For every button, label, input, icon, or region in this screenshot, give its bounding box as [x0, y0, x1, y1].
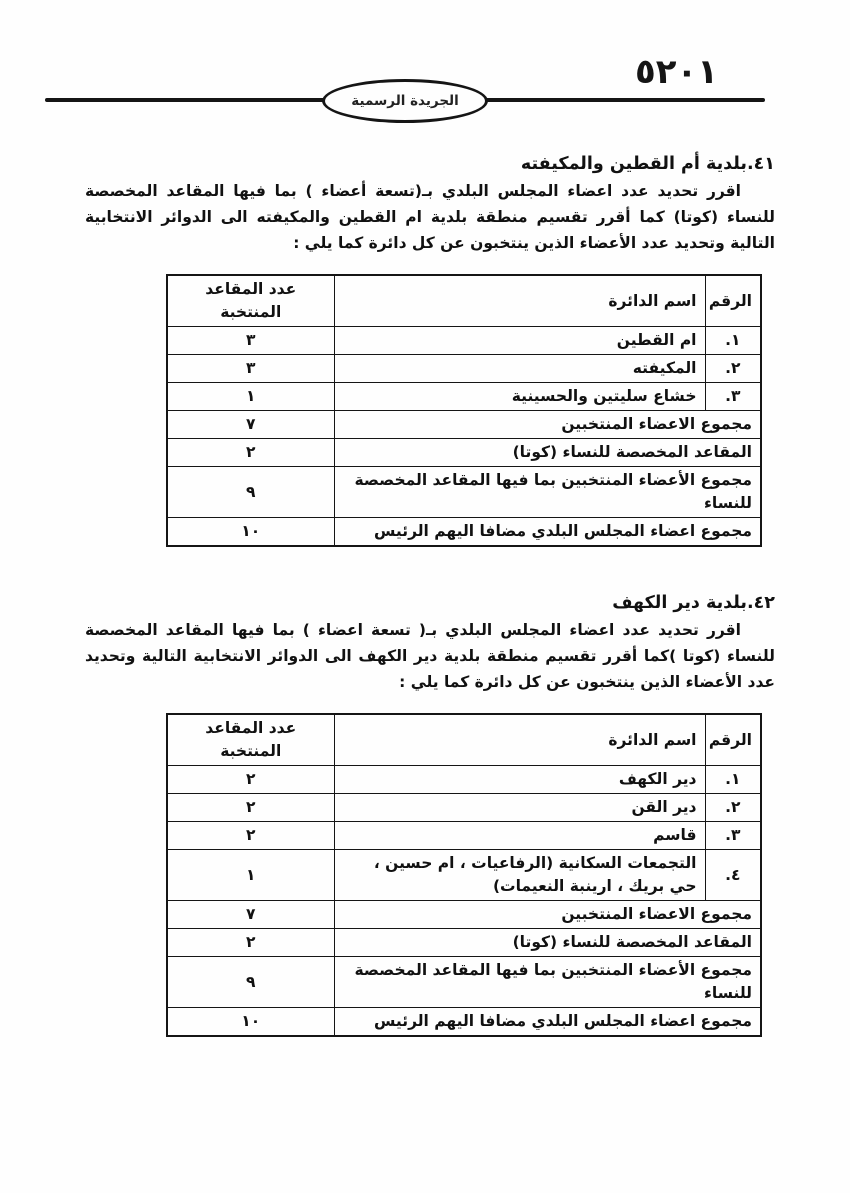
summary-row [167, 411, 761, 439]
section-41-districts-table [166, 274, 762, 547]
summary-label: مجموع الاعضاء المنتخبين [334, 411, 761, 439]
gazette-seal [322, 79, 488, 123]
column-header-seats: عدد المقاعد المنتخبة [167, 275, 334, 327]
seats-count: ٣ [167, 355, 334, 383]
summary-row [167, 1008, 761, 1037]
summary-value: ٧ [167, 901, 334, 929]
column-header-seats: عدد المقاعد المنتخبة [167, 714, 334, 766]
seats-count: ١ [167, 383, 334, 411]
row-number: ١. [705, 327, 761, 355]
column-header-district: اسم الدائرة [334, 275, 705, 327]
summary-label: مجموع الاعضاء المنتخبين [334, 901, 761, 929]
district-name: ام القطين [334, 327, 705, 355]
seats-count: ١ [167, 850, 334, 901]
summary-row [167, 929, 761, 957]
seats-count: ٢ [167, 794, 334, 822]
summary-value: ٢ [167, 929, 334, 957]
summary-label: المقاعد المخصصة للنساء (كوتا) [334, 929, 761, 957]
summary-value: ١٠ [167, 518, 334, 547]
row-number: ٢. [705, 355, 761, 383]
section-42-title: ٤٢.بلدية دير الكهف [612, 593, 775, 613]
table-header-row [167, 275, 761, 327]
summary-value: ٢ [167, 439, 334, 467]
section-42-districts-table [166, 713, 762, 1037]
summary-row [167, 439, 761, 467]
section-42 [85, 593, 775, 1037]
summary-label: مجموع اعضاء المجلس البلدي مضافا اليهم الرئيس [334, 518, 761, 547]
section-41-paragraph: اقرر تحديد عدد اعضاء المجلس البلدي بـ(تسعة أعضاء ) بما فيها المقاعد المخصصة للنساء (كوتا) كما أقرر تقسيم منطقة بلدية ام القطين والمكيفته الى الدوائر الانتخابية التالية وتحديد عدد الأعضاء الذين ينتخبون عن كل دائرة كما يلي : [85, 182, 775, 252]
table-row [167, 327, 761, 355]
row-number: ٣. [705, 383, 761, 411]
table-row [167, 822, 761, 850]
table-row [167, 794, 761, 822]
table-row [167, 766, 761, 794]
district-name: دير الكهف [334, 766, 705, 794]
district-name: دير القن [334, 794, 705, 822]
summary-row [167, 518, 761, 547]
table-header-row [167, 714, 761, 766]
summary-value: ٩ [167, 467, 334, 518]
row-number: ٤. [705, 850, 761, 901]
district-name: المكيفته [334, 355, 705, 383]
column-header-district: اسم الدائرة [334, 714, 705, 766]
table-row [167, 383, 761, 411]
page-header [0, 0, 850, 128]
summary-label: مجموع اعضاء المجلس البلدي مضافا اليهم الرئيس [334, 1008, 761, 1037]
table-row [167, 355, 761, 383]
summary-row [167, 901, 761, 929]
row-number: ٢. [705, 794, 761, 822]
page-number: ٥٢٠١ [634, 52, 718, 92]
summary-value: ١٠ [167, 1008, 334, 1037]
table-row [167, 850, 761, 901]
gazette-seal-label: الجريدة الرسمية [351, 93, 459, 109]
summary-value: ٩ [167, 957, 334, 1008]
section-41 [85, 154, 775, 547]
page-content [0, 154, 850, 1037]
seats-count: ٣ [167, 327, 334, 355]
district-name: خشاع سليتين والحسينية [334, 383, 705, 411]
column-header-number: الرقم [705, 275, 761, 327]
row-number: ٣. [705, 822, 761, 850]
section-42-paragraph: اقرر تحديد عدد اعضاء المجلس البلدي بـ( تسعة اعضاء ) بما فيها المقاعد المخصصة للنساء (كوتا )كما أقرر تقسيم منطقة بلدية دير الكهف الى الدوائر الانتخابية التالية وتحديد عدد الأعضاء الذين ينتخبون عن كل دائرة كما يلي : [85, 621, 775, 691]
summary-label: مجموع الأعضاء المنتخبين بما فيها المقاعد المخصصة للنساء [334, 467, 761, 518]
summary-value: ٧ [167, 411, 334, 439]
summary-row [167, 957, 761, 1008]
summary-row [167, 467, 761, 518]
seats-count: ٢ [167, 822, 334, 850]
summary-label: مجموع الأعضاء المنتخبين بما فيها المقاعد المخصصة للنساء [334, 957, 761, 1008]
seats-count: ٢ [167, 766, 334, 794]
column-header-number: الرقم [705, 714, 761, 766]
summary-label: المقاعد المخصصة للنساء (كوتا) [334, 439, 761, 467]
section-41-title: ٤١.بلدية أم القطين والمكيفته [520, 154, 775, 174]
district-name: قاسم [334, 822, 705, 850]
district-name: التجمعات السكانية (الرفاعيات ، ام حسين ، حي بريك ، ارينبة النعيمات) [334, 850, 705, 901]
row-number: ١. [705, 766, 761, 794]
